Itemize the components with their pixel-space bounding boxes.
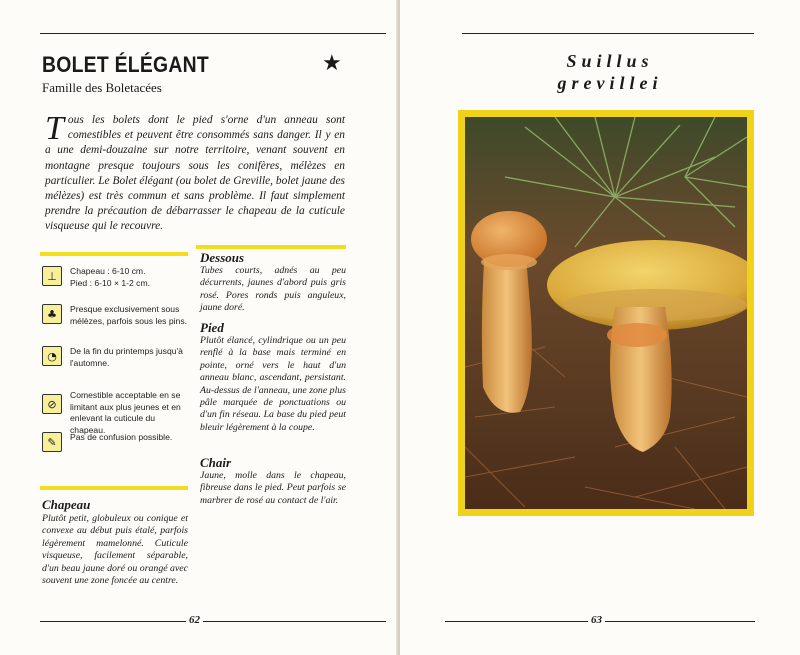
section-heading-chapeau: Chapeau — [42, 497, 91, 512]
latin-species: grevillei — [557, 73, 663, 93]
info-box — [40, 258, 188, 478]
page-title: BOLET ÉLÉGANT — [42, 52, 209, 77]
drop-cap: T — [45, 110, 64, 147]
section-text-chapeau: Plutôt petit, globuleux ou conique et convexe au début puis étalé, parfois légèrement mamelonné. Cuticule visqueuse, facilement séparable, d'un beau jaune doré ou orangé avec souvent une zone foncée au centre. — [42, 513, 188, 587]
family-name: Famille des Boletacées — [42, 80, 162, 95]
intro-text: ous les bolets dont le pied s'orne d'un anneau sont comestibles et peuvent être consommés sans danger. Il y en a une demi-douzaine sur notre territoire, venant souvent en montagne presque toujours sous les conifères, mélèzes en particulier. Le Bolet élégant (ou bolet de Greville, bolet jaune des mélèzes) est très commun et sans problème. Il faut simplement prendre la précaution de débarrasser le chapeau de la cuticule visqueuse qui le recouvre. — [45, 114, 345, 233]
top-rule — [40, 33, 386, 34]
info-text-size: Chapeau : 6-10 cm. Pied : 6-10 × 1-2 cm. — [70, 266, 151, 288]
star-icon: ★ — [322, 50, 342, 75]
info-bottom-rule — [40, 486, 188, 490]
mushroom-illustration — [465, 117, 747, 509]
info-text-edibility: Comestible acceptable en se limitant aux plus jeunes et en enlevant la cuticule du chapeau. — [70, 390, 181, 435]
tree-habitat-icon: ♣ — [42, 304, 62, 324]
section-heading-pied: Pied — [200, 320, 224, 335]
info-top-rule — [40, 252, 188, 256]
edible-pan-icon: ⊘ — [42, 394, 62, 414]
mushroom-photo — [465, 117, 747, 509]
section-text-dessous: Tubes courts, adnés au peu décurrents, jaunes d'abord puis gris rosé. Pores ronds puis anguleux, jaune doré. — [200, 265, 346, 314]
page-number-left: 62 — [186, 614, 203, 626]
bottom-rule — [40, 621, 386, 622]
right-column-top-rule — [196, 245, 346, 249]
info-text-confusion: Pas de confusion possible. — [70, 432, 173, 442]
info-text-season: De la fin du printemps jusqu'à l'automne. — [70, 346, 183, 368]
section-heading-dessous: Dessous — [200, 250, 245, 265]
section-text-pied: Plutôt élancé, cylindrique ou un peu renflé à la base mais terminé en pointe, orné vers le haut d'un anneau blanc, ascendant, persistant. Au-dessus de l'anneau, une zone plus pâle marquée de ponctuations ou d'un fin réseau. La base du pied peut bleuir légèrement à la coupe. — [200, 335, 346, 433]
section-text-chair: Jaune, molle dans le chapeau, fibreuse dans le pied. Peut parfois se marbrer de rosé au contact de l'air. — [200, 470, 346, 506]
intro-paragraph — [45, 110, 345, 235]
latin-genus: Suillus — [566, 51, 654, 71]
section-heading-chair: Chair — [200, 455, 232, 470]
info-text-habitat: Presque exclusivement sous mélèzes, parfois sous les pins. — [70, 304, 188, 326]
page-number-right: 63 — [588, 614, 605, 626]
confusion-icon: ✎ — [42, 432, 62, 452]
ruler-icon: ⊥ — [42, 266, 62, 286]
top-rule-right — [462, 33, 754, 34]
left-page — [0, 0, 398, 655]
latin-name — [540, 50, 680, 94]
season-clock-icon: ◔ — [42, 346, 62, 366]
